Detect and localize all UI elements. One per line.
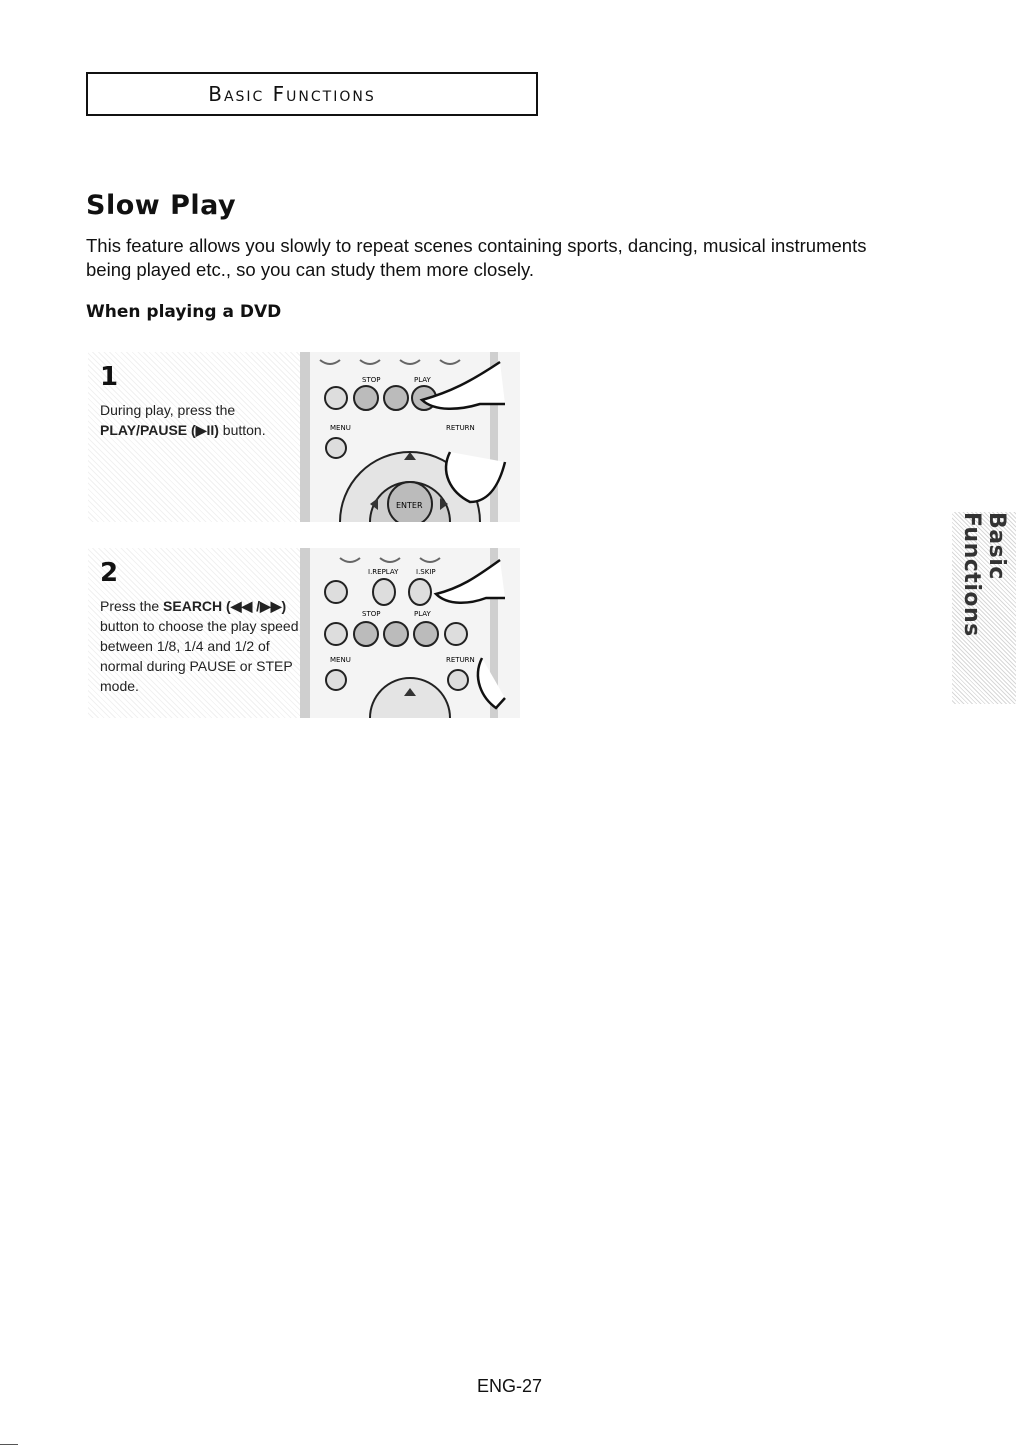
side-section-tab <box>952 512 1016 704</box>
search-back-button-icon <box>325 581 347 603</box>
skip-back-button-icon-2 <box>325 623 347 645</box>
remote-2-svg <box>300 548 520 718</box>
play-pause-button-icon-2 <box>414 622 438 646</box>
section-header-text: Basic Functions <box>208 82 376 106</box>
intro-paragraph: This feature allows you slowly to repeat scenes containing sports, dancing, musical instruments being played etc., so you can study them more closely. <box>86 235 867 280</box>
step-2-panel <box>88 548 520 718</box>
replay-label: I.REPLAY <box>368 568 399 576</box>
skip-button-icon <box>409 579 431 605</box>
skip-label: I.SKIP <box>416 568 436 576</box>
return-label-2: RETURN <box>446 656 475 664</box>
page-number: ENG-27 <box>476 1376 543 1396</box>
return-button-icon <box>448 670 468 690</box>
page-title: Slow Play <box>86 190 237 221</box>
side-tab-label: Basic Functions <box>959 512 1009 637</box>
play-label-2: PLAY <box>414 610 431 618</box>
step-2-text: Press the SEARCH (◀◀ /▶▶) button to choose the play speed between 1/8, 1/4 and 1/2 of normal during PAUSE or STEP mode. <box>100 598 299 694</box>
play-button-icon-2 <box>384 622 408 646</box>
enter-label: ENTER <box>396 501 423 510</box>
step-1-text: During play, press the PLAY/PAUSE (▶II) button. <box>100 402 266 438</box>
subheading-dvd: When playing a DVD <box>86 302 282 322</box>
return-label: RETURN <box>446 424 475 432</box>
stop-label: STOP <box>362 376 381 384</box>
stop-label-2: STOP <box>362 610 381 618</box>
step-2-number: 2 <box>100 558 119 588</box>
play-label: PLAY <box>414 376 431 384</box>
menu-label: MENU <box>330 424 351 432</box>
menu-button-icon <box>326 438 346 458</box>
corner-mark <box>0 1444 18 1445</box>
section-header-box <box>86 72 538 116</box>
stop-button-icon <box>354 386 378 410</box>
skip-back-button-icon <box>325 387 347 409</box>
play-pause-label: PLAY/PAUSE (▶II) <box>100 422 219 438</box>
stop-button-icon-2 <box>354 622 378 646</box>
play-button-icon <box>384 386 408 410</box>
step-2-remote-illustration <box>300 548 520 718</box>
replay-button-icon <box>373 579 395 605</box>
remote-1-svg <box>300 352 520 522</box>
step-1-panel <box>88 352 520 522</box>
menu-label-2: MENU <box>330 656 351 664</box>
step-1-number: 1 <box>100 362 119 392</box>
search-label: SEARCH (◀◀ /▶▶) <box>163 598 287 614</box>
skip-forward-button-icon <box>445 623 467 645</box>
menu-button-icon-2 <box>326 670 346 690</box>
step-1-remote-illustration <box>300 352 520 522</box>
